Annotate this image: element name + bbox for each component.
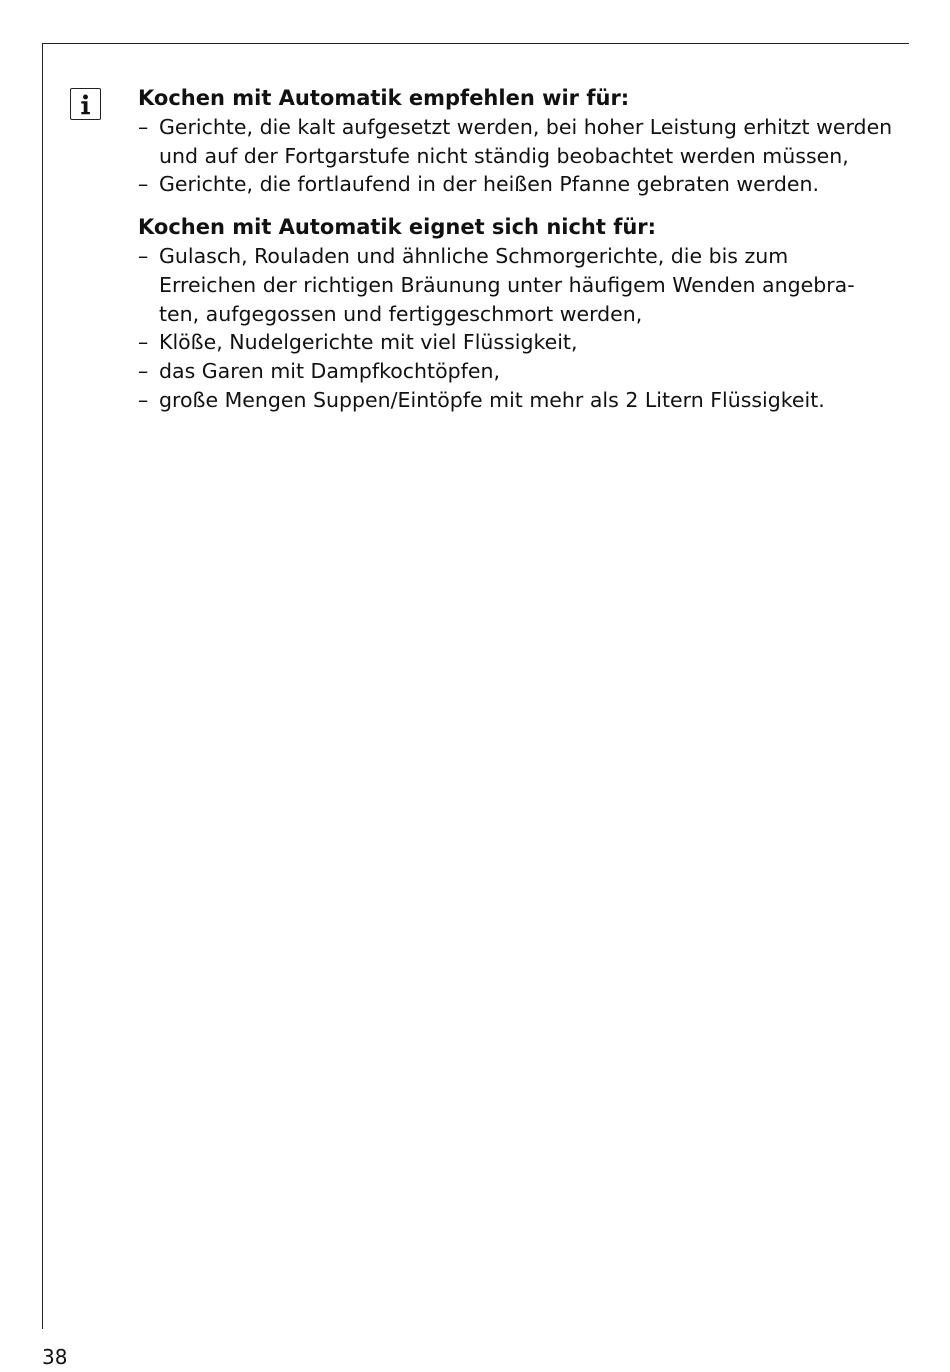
not-suitable-section — [138, 213, 898, 414]
left-margin-rule — [42, 43, 43, 1329]
recommended-section — [138, 84, 898, 199]
list-item-line: Gerichte, die kalt aufgesetzt werden, bei hoher Leistung erhitzt werden — [159, 115, 893, 139]
list-item-line: ten, aufgegossen und fertiggeschmort werden, — [159, 301, 643, 326]
not-suitable-list — [138, 242, 898, 414]
list-item-line: das Garen mit Dampfkochtöpfen, — [159, 358, 500, 383]
not-suitable-heading: Kochen mit Automatik eignet sich nicht für: — [138, 215, 657, 240]
list-item — [138, 328, 898, 357]
list-item — [138, 170, 898, 199]
dash-bullet: – — [138, 358, 149, 383]
dash-bullet: – — [138, 330, 149, 355]
dash-bullet: – — [138, 115, 149, 139]
recommended-list — [138, 113, 898, 199]
list-item-line: Gulasch, Rouladen und ähnliche Schmorgerichte, die bis zum — [159, 244, 789, 269]
info-icon — [70, 88, 101, 120]
dash-bullet: – — [138, 387, 149, 412]
top-rule — [42, 43, 909, 44]
list-item — [138, 113, 898, 170]
list-item — [138, 386, 898, 415]
list-item-line: Gerichte, die fortlaufend in der heißen Pfanne gebraten werden. — [159, 172, 819, 197]
list-item-line: Erreichen der richtigen Bräunung unter häufigem Wenden angebra- — [159, 272, 855, 297]
dash-bullet: – — [138, 172, 149, 197]
list-item-line: Klöße, Nudelgerichte mit viel Flüssigkeit, — [159, 330, 578, 355]
list-item — [138, 357, 898, 386]
list-item-line: große Mengen Suppen/Eintöpfe mit mehr als 2 Litern Flüssigkeit. — [159, 387, 825, 412]
recommended-heading: Kochen mit Automatik empfehlen wir für: — [138, 86, 630, 110]
list-item — [138, 242, 898, 328]
main-content — [138, 84, 898, 414]
list-item-line: und auf der Fortgarstufe nicht ständig beobachtet werden müssen, — [159, 143, 849, 168]
page-number: 38 — [42, 1345, 68, 1369]
dash-bullet: – — [138, 244, 149, 269]
